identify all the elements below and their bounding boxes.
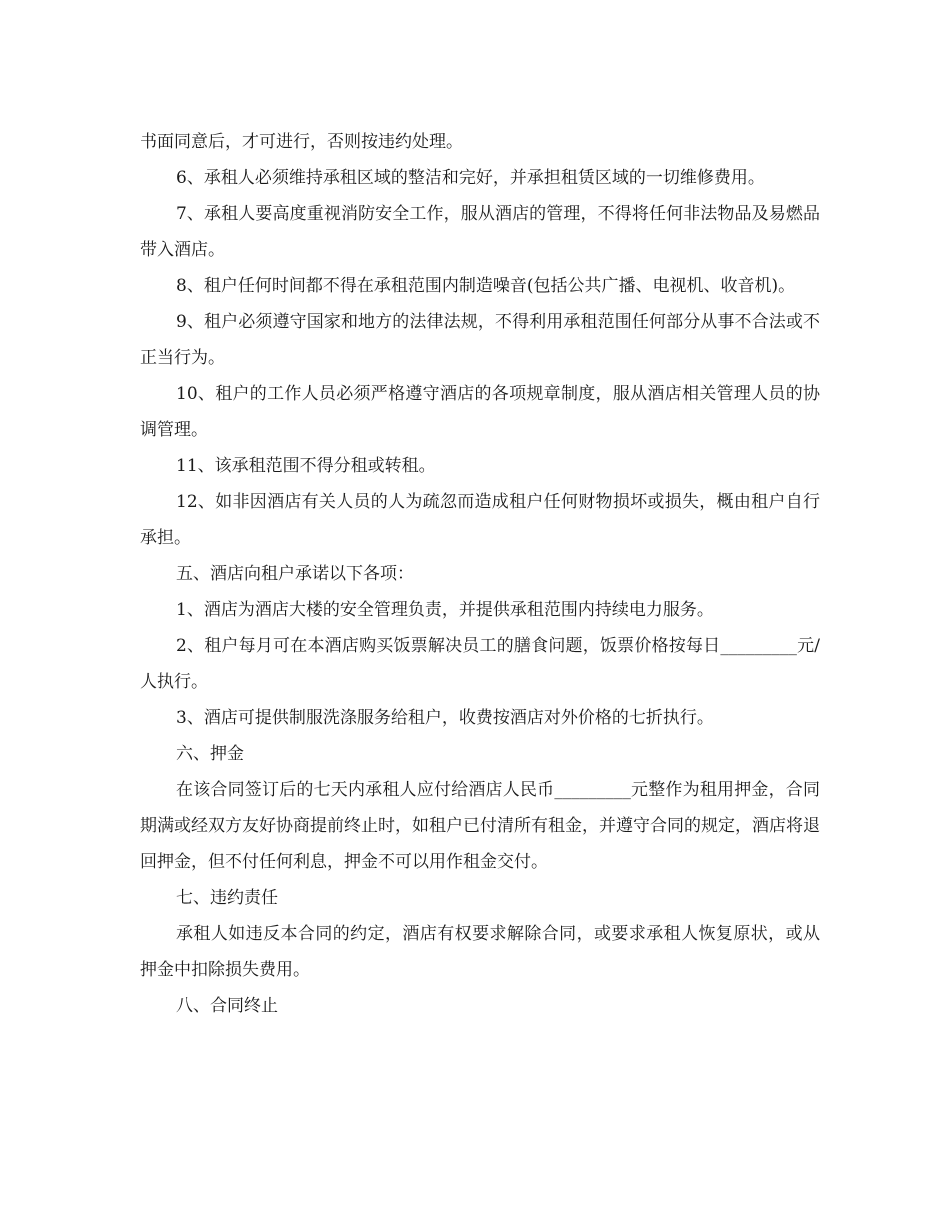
clause-8: 8、租户任何时间都不得在承租范围内制造噪音(包括公共广播、电视机、收音机)。: [176, 276, 796, 296]
clause-6: 6、承租人必须维持承租区域的整洁和完好，并承担租赁区域的一切维修费用。: [176, 168, 765, 188]
deposit-paragraph: 在该合同签订后的七天内承租人应付给酒店人民币_________元整作为租用押金，合同期满或经双方友好协商提前终止时，如租户已付清所有租金，并遵守合同的规定，酒店将退回押金，但不付任何利息，押金不可以用作租金交付。: [140, 780, 820, 872]
paragraph-continuation: 书面同意后，才可进行，否则按违约处理。: [140, 132, 463, 152]
hotel-clause-3: 3、酒店可提供制服洗涤服务给租户，收费按酒店对外价格的七折执行。: [176, 708, 714, 728]
clause-11: 11、该承租范围不得分租或转租。: [176, 456, 436, 476]
clause-9: 9、租户必须遵守国家和地方的法律法规，不得利用承租范围任何部分从事不合法或不正当行为。: [140, 312, 820, 368]
clause-12: 12、如非因酒店有关人员的人为疏忽而造成租户任何财物损坏或损失，概由租户自行承担。: [140, 492, 820, 548]
hotel-clause-2: 2、租户每月可在本酒店购买饭票解决员工的膳食问题，饭票价格按每日_________元/人执行。: [140, 636, 820, 692]
section-heading-5: 五、酒店向租户承诺以下各项：: [176, 564, 414, 584]
clause-10: 10、租户的工作人员必须严格遵守酒店的各项规章制度，服从酒店相关管理人员的协调管理。: [140, 384, 820, 440]
document-body: [140, 124, 820, 1024]
section-heading-7: 七、违约责任: [176, 888, 278, 908]
section-heading-8: 八、合同终止: [176, 996, 278, 1016]
section-heading-6: 六、押金: [176, 744, 244, 764]
hotel-clause-1: 1、酒店为酒店大楼的安全管理负责，并提供承租范围内持续电力服务。: [176, 600, 714, 620]
breach-paragraph: 承租人如违反本合同的约定，酒店有权要求解除合同，或要求承租人恢复原状，或从押金中扣除损失费用。: [140, 924, 820, 980]
clause-7: 7、承租人要高度重视消防安全工作，服从酒店的管理，不得将任何非法物品及易燃品带入酒店。: [140, 204, 820, 260]
